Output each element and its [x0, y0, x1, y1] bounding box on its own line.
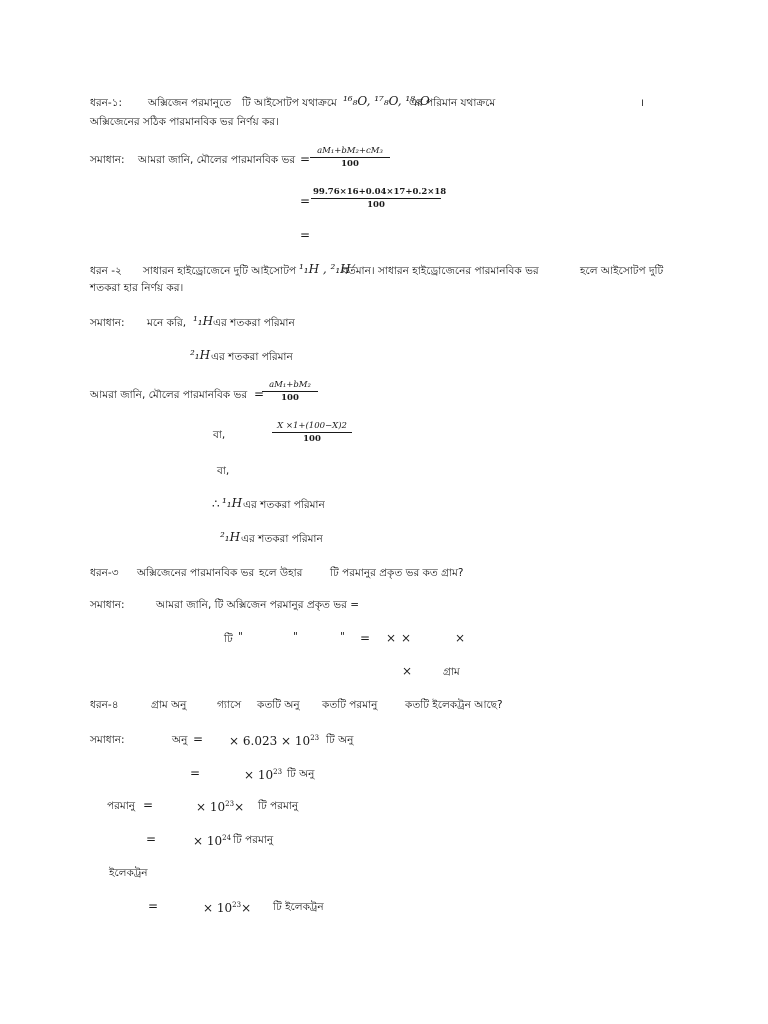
line-3-expression: × 10 [196, 800, 226, 814]
solution-2-h1-percent: এর শতকরা পরিমান [213, 317, 295, 329]
solution-3-ditto-1: " [238, 631, 243, 643]
solution-4-line-2 [244, 765, 282, 782]
line-1-exponent: 23 [310, 734, 320, 742]
solution-1-fraction-1 [310, 146, 390, 169]
solution-2-result-h1-percent: এর শতকরা পরিমান [243, 499, 325, 511]
solution-1-equals-2: = [300, 194, 311, 208]
line-5-expression: × 10 [203, 901, 233, 915]
solution-2-result-h2-percent: এর শতকরা পরিমান [241, 533, 323, 545]
line-3-exponent: 23 [225, 800, 235, 808]
solution-3-equals: = [360, 631, 371, 645]
solution-2-fraction-1-bar [262, 391, 318, 392]
problem-2-text-b: বর্তমান। সাধারন হাইড্রোজেনের পারমানবিক ভর [342, 265, 539, 277]
solution-2-fraction-2 [272, 421, 352, 444]
solution-2-fraction-1-denominator: 100 [281, 393, 299, 403]
problem-3-text-a: অক্সিজেনের পারমানবিক ভর [137, 567, 255, 579]
problem-4-word-3: কতটি অনু [257, 699, 300, 711]
problem-3-text-c: টি পরমানুর প্রকৃত ভর কত গ্রাম? [330, 567, 464, 579]
solution-3-gram: গ্রাম [443, 666, 460, 678]
solution-4-equals-5: = [148, 899, 159, 913]
fraction-2-numerator: 99.76×16+0.04×17+0.2×18 [313, 187, 447, 197]
therefore-symbol: ∴ [212, 497, 220, 511]
line-3-tail: × [234, 800, 245, 814]
problem-4-word-5: কতটি ইলেকট্রন আছে? [405, 699, 503, 711]
solution-1-equals-3: = [300, 228, 311, 242]
solution-4-line-5-unit: টি ইলেকট্রন [273, 901, 324, 913]
solution-3-times-4: × [402, 664, 413, 678]
solution-4-line-3 [196, 797, 244, 814]
line-2-expression: × 10 [244, 768, 274, 782]
problem-1-text-c: এর পরিমান যথাক্রমে [409, 97, 496, 109]
line-4-expression: × 10 [193, 834, 223, 848]
solution-4-equals-3: = [143, 798, 154, 812]
solution-3-ti: টি [224, 633, 233, 645]
problem-1-text-a: অক্সিজেন পরমানুতে [148, 97, 232, 109]
problem-4-word-1: গ্রাম অনু [151, 699, 187, 711]
solution-4-equals-1: = [193, 732, 204, 746]
solution-3-text: আমরা জানি, টি অক্সিজেন পরমানুর প্রকৃত ভর = [156, 599, 360, 611]
solution-2-h1-symbol: ¹₁H [193, 314, 214, 328]
solution-2-fraction-1-numerator: aM₁+bM₂ [269, 380, 311, 390]
problem-4-word-2: গ্যাসে [217, 699, 242, 711]
solution-4-line-4-unit: টি পরমানু [233, 834, 274, 846]
problem-4-label: ধরন-৪ [90, 699, 119, 711]
solution-1-fraction-2 [311, 187, 447, 210]
solution-4-equals-4: = [146, 832, 157, 846]
solution-4-line-1 [229, 731, 319, 748]
solution-4-line-2-unit: টি অনু [287, 768, 315, 780]
solution-2-h2-percent: এর শতকরা পরিমান [211, 351, 293, 363]
solution-3-times-2: × [401, 631, 412, 645]
fraction-1-denominator: 100 [341, 159, 359, 169]
problem-2-line-2: শতকরা হার নির্ণয় কর। [90, 282, 184, 294]
line-2-exponent: 23 [273, 768, 283, 776]
fraction-2-denominator: 100 [367, 200, 385, 210]
solution-2-label: সমাধান: [90, 317, 125, 329]
problem-2-label: ধরন -২ [90, 265, 122, 277]
problem-3-label: ধরন-৩ [90, 567, 119, 579]
solution-4-electron: ইলেকট্রন [109, 867, 148, 879]
solution-4-line-3-unit: টি পরমানু [258, 800, 299, 812]
solution-2-fraction-2-bar [272, 432, 352, 433]
fraction-1-bar [310, 157, 390, 158]
solution-3-times-3: × [455, 631, 466, 645]
problem-1-text-b: টি আইসোটপ যথাক্রমে [242, 97, 337, 109]
line-4-exponent: 24 [222, 834, 232, 842]
solution-4-line-1-unit: টি অনু [326, 734, 354, 746]
solution-3-label: সমাধান: [90, 599, 125, 611]
solution-2-fraction-1 [262, 380, 318, 403]
solution-2-h2-symbol: ²₁H [190, 348, 211, 362]
problem-2-text-c: হলে আইসোটপ দুটি [580, 265, 664, 277]
solution-4-paramanu: পরমানু [107, 800, 136, 812]
solution-2-ba-1: বা, [213, 429, 226, 441]
solution-2-assume: মনে করি, [147, 317, 187, 329]
solution-2-ba-2: বা, [217, 465, 230, 477]
solution-1-text: আমরা জানি, মৌলের পারমানবিক ভর [138, 154, 296, 166]
problem-1-label: ধরন-১: [90, 97, 123, 109]
problem-2-text-a: সাধারন হাইড্রোজেনে দুটি আইসোটপ [143, 265, 297, 277]
problem-1-isotopes: ¹⁶₈O, ¹⁷₈O, ¹⁸₈O [343, 94, 430, 108]
solution-2-result-h2-symbol: ²₁H [220, 530, 241, 544]
problem-4-word-4: কতটি পরমানু [322, 699, 378, 711]
solution-3-ditto-2: " [293, 631, 298, 643]
problem-1-line-2: অক্সিজেনের সঠিক পারমানবিক ভর নির্ণয় কর। [90, 116, 279, 128]
line-5-tail: × [241, 901, 252, 915]
solution-1-equals-1: = [300, 152, 311, 166]
problem-3-text-b: হলে উহার [259, 567, 303, 579]
solution-4-line-5 [203, 898, 251, 915]
solution-2-fraction-2-denominator: 100 [303, 434, 321, 444]
problem-1-end-mark: । [640, 97, 644, 109]
line-1-expression: × 6.023 × 10 [229, 734, 311, 748]
solution-2-fraction-2-numerator: X ×1+(100−X)2 [277, 421, 347, 431]
solution-1-label: সমাধান: [90, 154, 125, 166]
problem-2-isotopes: ¹₁H , ²₁H [299, 262, 351, 276]
solution-2-equals: = [254, 387, 265, 401]
solution-4-line-4 [193, 831, 231, 848]
solution-3-times-1: × [386, 631, 397, 645]
fraction-1-numerator: aM₁+bM₂+cM₃ [317, 146, 383, 156]
solution-2-result-h1-symbol: ¹₁H [222, 496, 243, 510]
solution-3-ditto-3: " [340, 631, 345, 643]
solution-4-label: সমাধান: [90, 734, 125, 746]
solution-2-known: আমরা জানি, মৌলের পারমানবিক ভর [90, 389, 248, 401]
solution-4-equals-2: = [190, 766, 201, 780]
line-5-exponent: 23 [232, 901, 242, 909]
fraction-2-bar [311, 198, 441, 199]
solution-4-anu: অনু [172, 734, 188, 746]
